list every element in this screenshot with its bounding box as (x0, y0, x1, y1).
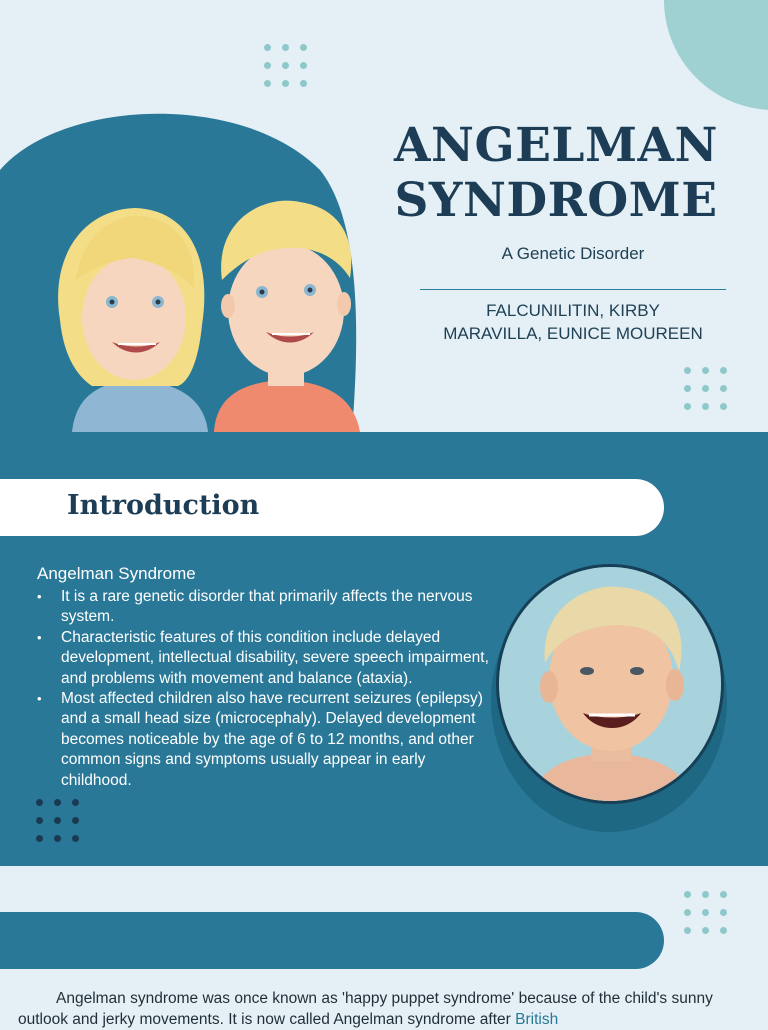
authors (420, 299, 726, 345)
decorative-corner-circle (664, 0, 768, 110)
introduction-topic: Angelman Syndrome (37, 564, 196, 583)
document-subtitle: A Genetic Disorder (501, 244, 645, 263)
decorative-dot-grid (264, 44, 307, 87)
decorative-dot-grid (36, 799, 79, 842)
history-link[interactable]: British (515, 1011, 559, 1028)
authors-line-2: MARAVILLA, EUNICE MOUREEN (443, 324, 703, 343)
bullet-item: • Characteristic features of this condition include delayed development, intellectual disability, severe speech impairment, and problems with movement and balance (ataxia). (37, 628, 492, 689)
bullet-item: • Most affected children also have recurrent seizures (epilepsy) and a small head size (microcephaly). Delayed development becomes noticeable by the age of 6 to 12 months, and other common signs and symptoms usually appear in early childhood. (37, 689, 492, 791)
divider (420, 289, 726, 290)
bullet-item: • It is a rare genetic disorder that primarily affects the nervous system. (37, 587, 492, 628)
title-line-1: ANGELMAN (394, 118, 718, 173)
introduction-body (37, 564, 492, 791)
history-text: Angelman syndrome was once known as 'happy puppet syndrome' because of the child's sunny outlook and jerky movements. It is now called Angelman syndrome after (18, 990, 713, 1028)
boy-face (228, 244, 344, 376)
decorative-dot-grid (684, 891, 727, 934)
introduction-bullets (37, 587, 492, 791)
decorative-dot-grid (684, 367, 727, 410)
child-photo-image (499, 567, 721, 801)
title-line-2: SYNDROME (394, 173, 718, 228)
children-illustration (0, 110, 380, 432)
authors-line-1: FALCUNILITIN, KIRBY (486, 301, 660, 320)
girl-face (82, 256, 186, 380)
document-title (380, 118, 732, 228)
child-photo (496, 564, 724, 804)
introduction-heading: Introduction (67, 490, 260, 521)
history-heading-bar (0, 912, 664, 969)
